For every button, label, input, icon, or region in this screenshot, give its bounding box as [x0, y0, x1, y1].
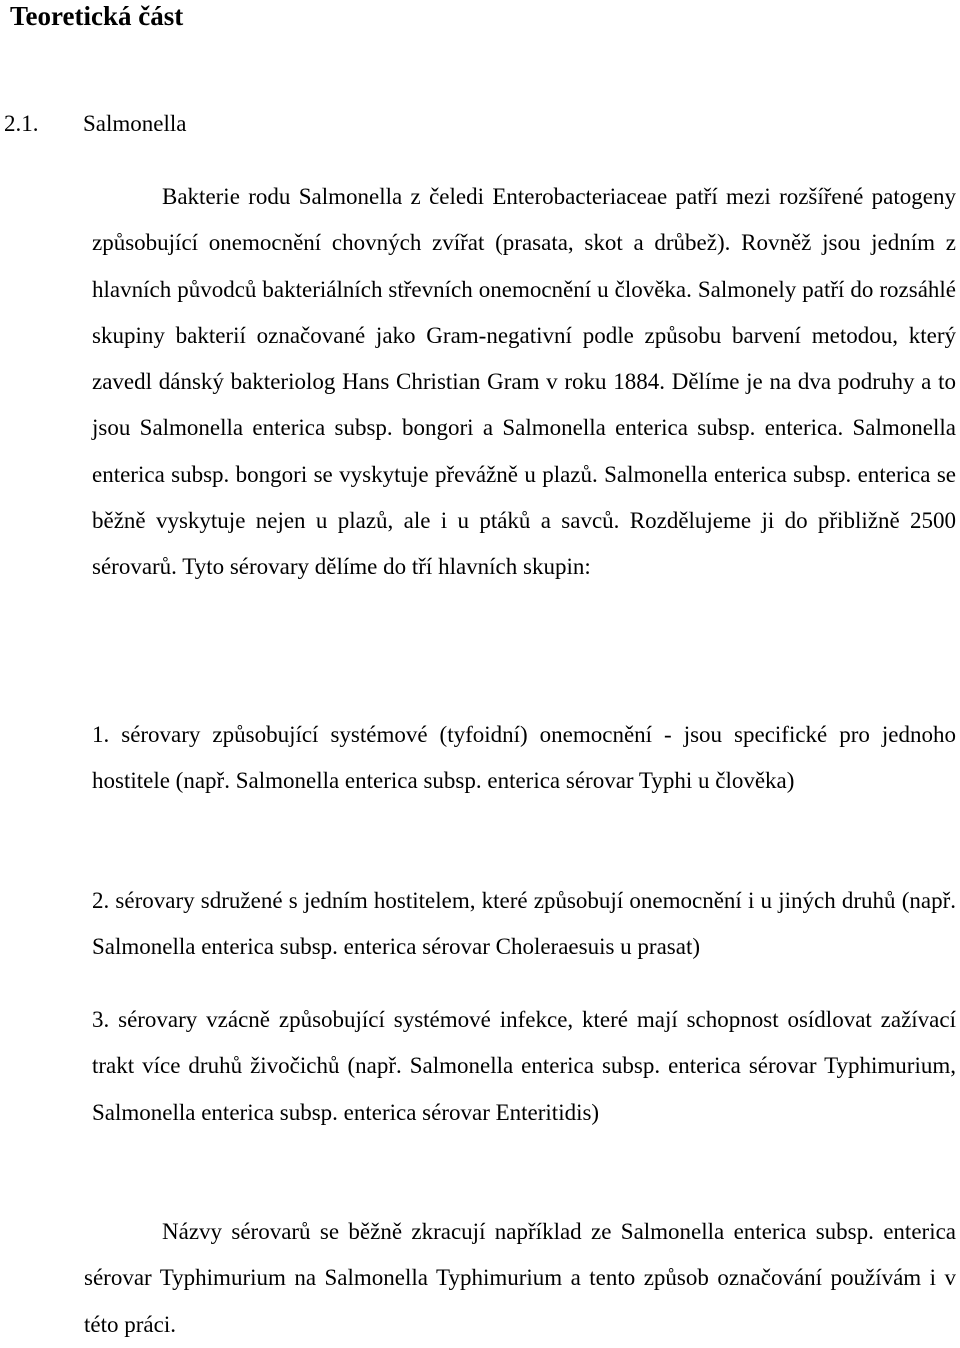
closing-paragraph: Názvy sérovarů se běžně zkracují například ze Salmonella enterica subsp. enterica sérovar Typhimurium na Salmonella Typhimurium a tento způsob označování používám i v této práci. — [84, 1219, 956, 1337]
serovar-group-1: 1. sérovary způsobující systémové (tyfoidní) onemocnění - jsou specifické pro jednoho hostitele (např. Salmonella enterica subsp. enterica sérovar Typhi u člověka) — [92, 722, 956, 794]
section-title: Salmonella — [83, 111, 187, 136]
intro-paragraph: Bakterie rodu Salmonella z čeledi Enterobacteriaceae patří mezi rozšířené patogeny způsobující onemocnění chovných zvířat (prasata, skot a drůbež). Rovněž jsou jedním z hlavních původců bakteriálních střevních onemocnění u člověka. Salmonely patří do rozsáhlé skupiny bakterií označované jako Gram-negativní podle způsobu barvení metodou, který zavedl dánský bakteriolog Hans Christian Gram v roku 1884. Dělíme je na dva podruhy a to jsou Salmonella enterica subsp. bongori a Salmonella enterica subsp. enterica. Salmonella enterica subsp. bongori se vyskytuje převážně u plazů. Salmonella enterica subsp. enterica se běžně vyskytuje nejen u plazů, ale i u ptáků a savců. Rozdělujeme ji do přibližně 2500 sérovarů. Tyto sérovary dělíme do tří hlavních skupin: — [92, 184, 956, 580]
section-number: 2.1. — [4, 111, 39, 136]
section-heading — [4, 108, 186, 140]
serovar-group-3: 3. sérovary vzácně způsobující systémové infekce, které mají schopnost osídlovat zažívací trakt více druhů živočichů (např. Salmonella enterica subsp. enterica sérovar Typhimurium, Salmonella enterica subsp. enterica sérovar Enteritidis) — [92, 1007, 956, 1125]
chapter-title: Teoretická část — [10, 1, 184, 31]
serovar-group-2: 2. sérovary sdružené s jedním hostitelem, které způsobují onemocnění i u jiných druhů (např. Salmonella enterica subsp. enterica sérovar Choleraesuis u prasat) — [92, 888, 956, 960]
